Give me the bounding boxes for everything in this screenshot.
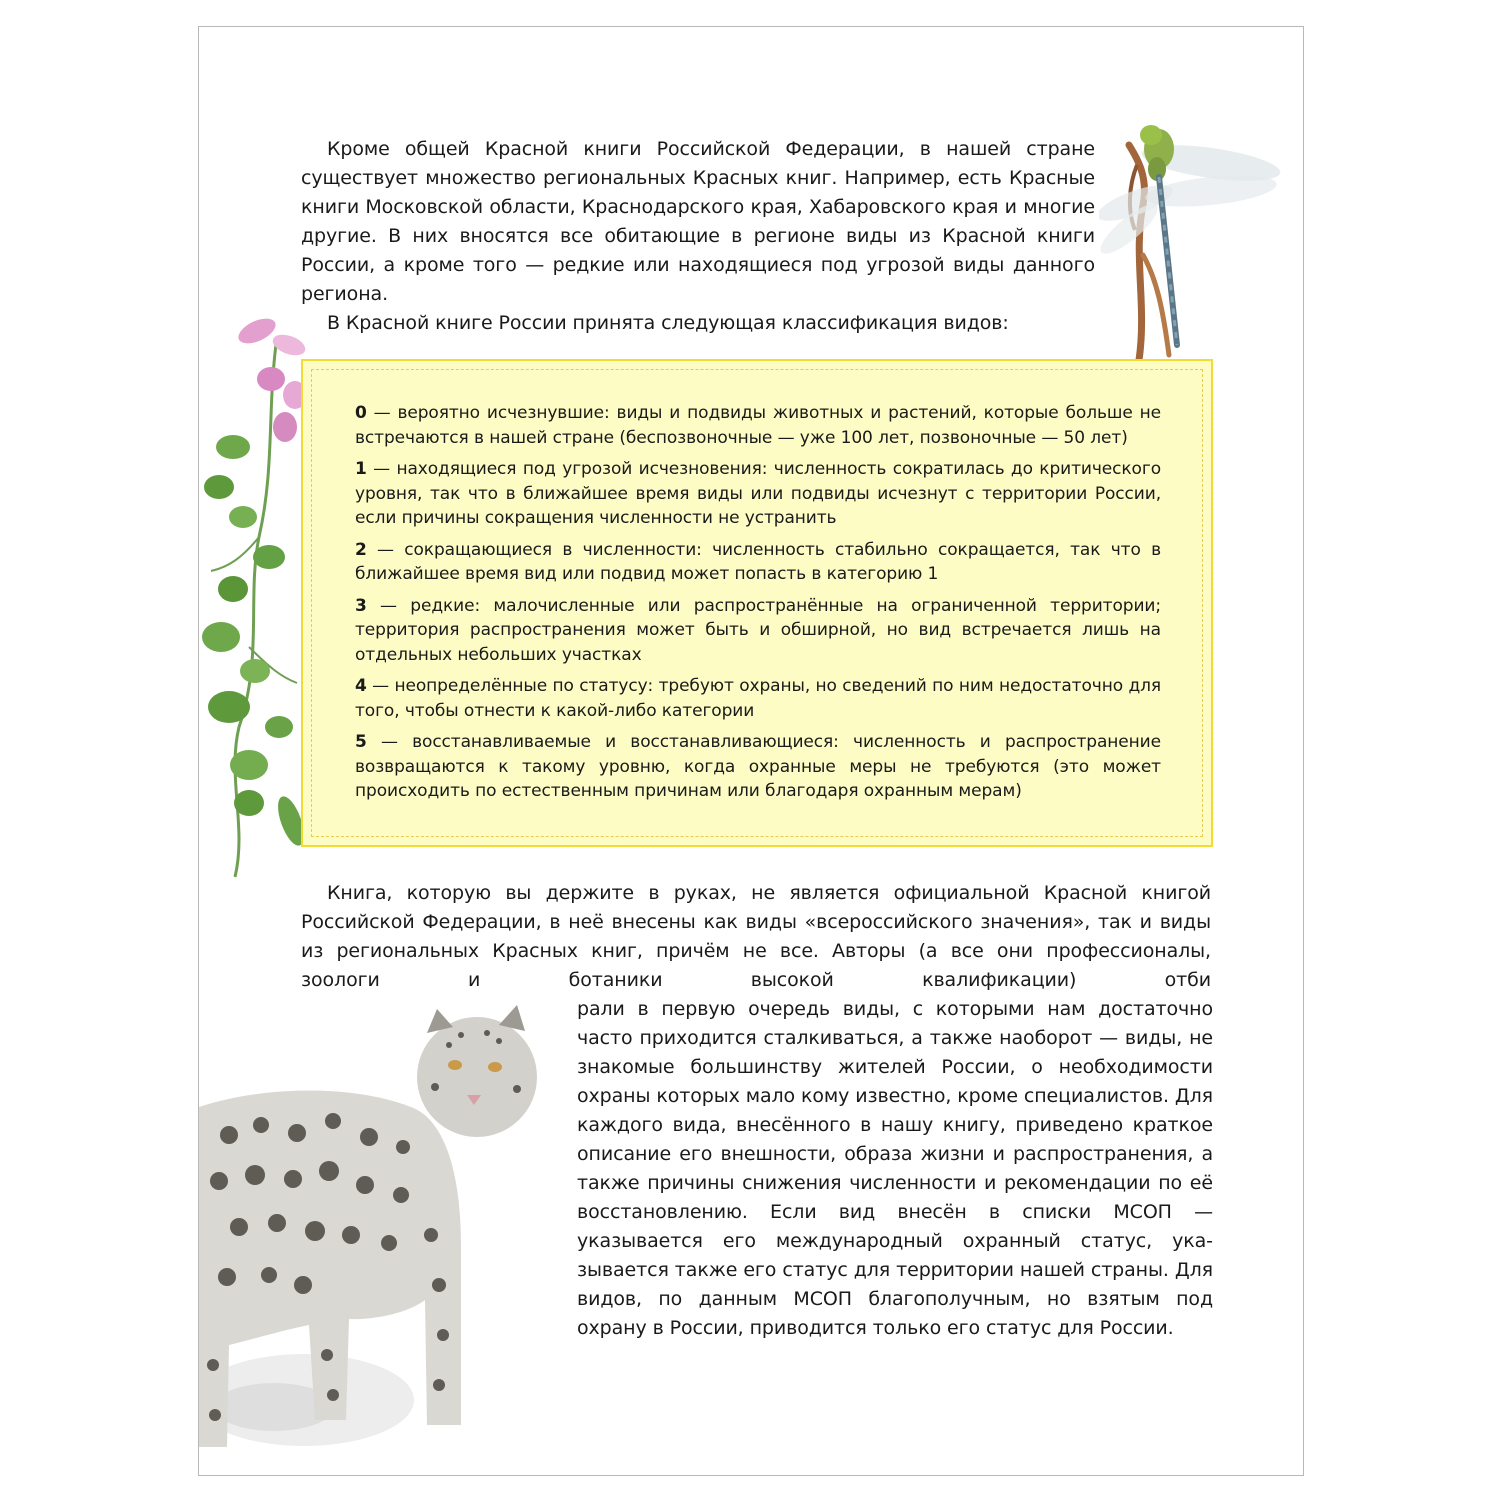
category-item: [355, 457, 1161, 531]
category-item: [355, 594, 1161, 668]
body-paragraph-part-1: Книга, которую вы держите в руках, не является официальной Красной книгой Российской Федерации, в неё внесены как виды «всероссийского значения», так и виды из региональных Красных книг, причём не все. Авторы (а все они профессионалы, зоологи и ботаники высокой квалификации) отби: [301, 882, 1211, 991]
intro-paragraph-1: Кроме общей Красной книги Российской Федерации, в нашей стране существует множество региональных Красных книг. Например, есть Красные книги Московской области, Краснодарского края, Хабаровского края и многие другие. В них вносятся все обитающие в регионе виды из Красной книги России, а кроме того — редкие или находящиеся под угрозой виды данного региона.: [301, 138, 1095, 305]
intro-text: [301, 135, 1095, 338]
category-item: [355, 538, 1161, 587]
category-item: [355, 401, 1161, 450]
snow-leopard-illustration: [199, 995, 575, 1457]
category-item: [355, 730, 1161, 804]
dragonfly-illustration: [1099, 105, 1299, 365]
flowering-plant-illustration: [199, 317, 311, 887]
category-description: — сокращающиеся в численности: численность стабильно сокращается, так что в ближайшее время вид или подвид может попасть в категорию 1: [355, 539, 1161, 584]
category-item: [355, 674, 1161, 723]
body-text-full-width: [301, 879, 1211, 995]
category-number: 5: [355, 732, 367, 752]
body-text-narrow: [577, 995, 1213, 1343]
book-page: [198, 26, 1304, 1476]
intro-paragraph-2: В Красной книге России принята следующая классификация видов:: [327, 312, 1009, 334]
category-description: — вероятно исчезнувшие: виды и подвиды животных и растений, которые больше не встречаются в нашей стране (беспозвоночные — уже 100 лет, позвоночные — 50 лет): [355, 403, 1161, 448]
category-list: [355, 401, 1161, 811]
category-number: 1: [355, 459, 367, 479]
category-number: 0: [355, 403, 367, 423]
category-description: — неопределённые по статусу: требуют охраны, но сведений по ним недостаточно для того, чтобы отнести к какой-либо категории: [355, 676, 1161, 721]
category-number: 4: [355, 676, 367, 696]
category-description: — восстанавливаемые и восстанавливающиеся: численность и распространение возвращаются к такому уровню, когда охранные меры не требуются (это может происходить по естественным причинам или благодаря охранным мерам): [355, 732, 1161, 801]
classification-box: [301, 359, 1213, 847]
category-description: — находящиеся под угрозой исчезновения: численность сократилась до критического уровня, так что в ближайшее время виды или подвиды исчезнут с территории России, если причины сокращения численности не устранить: [355, 459, 1161, 528]
category-description: — редкие: малочисленные или распространённые на ограниченной территории; территория распространения может быть и обширной, но вид встречается лишь на отдельных небольших участках: [355, 595, 1161, 665]
category-number: 3: [355, 595, 367, 616]
body-paragraph-part-2: рали в первую очередь виды, с которыми нам достаточно часто приходится сталкиваться, а также наоборот — виды, не знакомые большинству жителей России, о необходимости охраны которых мало кому известно, кроме специалистов. Для каждого вида, внесённого в нашу книгу, приведено краткое описание его внешности, образа жизни и распространения, а также причины снижения численности и рекомендации по её восстановлению. Если вид внесён в списки МСОП — указывается его международный охранный статус, указывается также его статус для территории нашей страны. Для видов, по данным МСОП благополучным, но взятым под охрану в России, приводится только его статус для России.: [577, 998, 1213, 1339]
category-number: 2: [355, 539, 367, 560]
